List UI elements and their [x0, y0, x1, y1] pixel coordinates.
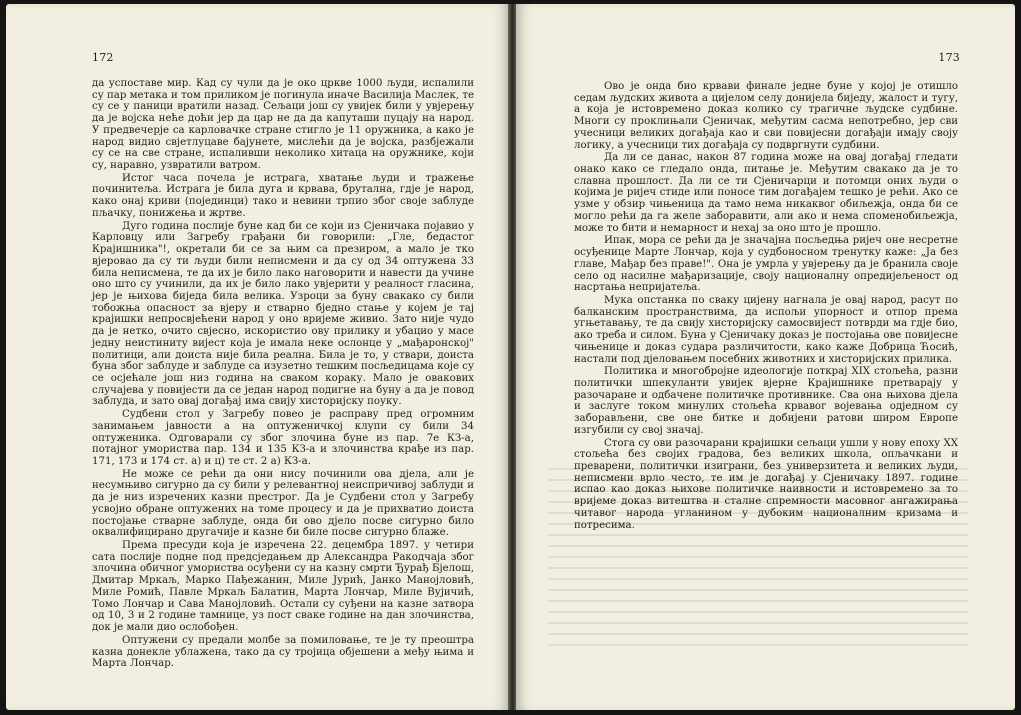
- body-text: [574, 81, 958, 531]
- left-page: [6, 4, 509, 710]
- paragraph: Стога су ови разочарани крајишки сељаци ушли у нову епоху XX стољећа без својих градова, без великих школа, опљачкани и преварени, политички изиграни, без универзитета и великих људи, неписмени врло често, те им је догађај у Сјеничаку 1897. године испао као доказ њихове политичке наивности и истовремено за то вријеме доказ витештва и сталне спремности масовног ангажирања читавог народа угланином у дубоким националним кризама и потресима.: [574, 437, 958, 531]
- paragraph: Ово је онда био крвави финале једне буне у којој је отишло седам људских живота а цијелом селу донијела биједу, жалост и тугу, а која је истовремено доказ колико су трагичне људске судбине. Многи су проклињали Сјеничак, међутим сасма непотребно, јер сви учесници великих догађаја као и сви повијесни догађаји имају своју логику, а учесници тих догађаја су подвргнути судбини.: [574, 81, 958, 151]
- paragraph: Оптужени су предали молбе за помиловање, те је ту преоштра казна донекле ублажена, тако да су тројица објешени а међу њима и Марта Лончар.: [92, 634, 474, 670]
- right-page: [516, 4, 1015, 710]
- paragraph: Судбени стол у Загребу повео је расправу пред огромним занимањем јавности а на оптуженичкој клупи су били 34 оптуженика. Одговарали су због злочина буне из пар. 7е КЗ-а, потајног умориства пар. 134 и 135 КЗ-а и злочинства крађе из пар. 171, 173 и 174 ст. а) и ц) те ст. 2 а) КЗ-а.: [92, 409, 474, 467]
- page-number: 173: [938, 51, 960, 64]
- paragraph: Политика и многобројне идеологије поткрај XIX стољећа, разни политички шпекуланти увијек вјерне Крајишнике претварају у разочаране и одбачене политичке противнике. Сва она њихова дјела и заслуге током минулих стољећа крвавог војевања одједном су заборављени, све оне битке и добијени ратови широм Европе изгубили су свој значај.: [574, 366, 958, 436]
- paragraph: Ипак, мора се рећи да је значајна посљедња ријеч оне несретне осуђенице Марте Лончар, која у судбоносном тренутку каже: „Ја без главе, Мађар без праве!". Она је умрла у увјерењу да је бранила своје село од насилне мађаризације, своју националну опредијељеност од насртања непријатеља.: [574, 235, 958, 294]
- paragraph: Мука опстанка по сваку цијену нагнала је овај народ, расут по балканским пространствима, да испољи упорност и отпор према угњетавању, те да свију хисторијску самосвијест потврди ма гдје био, ако треба и силом. Буна у Сјеничаку доказ је постојања ове повијесне чињенице и доказ судара различитости, како каже Добрица Ћосић, настали под дјеловањем посебних животних и хисторијских прилика.: [574, 294, 958, 365]
- paragraph: Према пресуди која је изречена 22. децембра 1897. у четири сата послије подне под предсједањем др Александра Ракодчаја због злочина обичног умориства осуђени су на казну смрти Ђурађ Бјелош, Дмитар Мркаљ, Марко Пађежанин, Миле Јурић, Јанко Манојловић, Миле Ромић, Павле Мркаљ Балатин, Марта Лончар, Миле Вујичић, Томо Лончар и Сава Манојловић. Остали су суђени на казне затвора од 10, 3 и 2 године тамнице, уз пост сваке године на дан злочинства, док је мали дио ослобођен.: [92, 540, 474, 634]
- paragraph: Не може се рећи да они нису починили ова дјела, али је несумњиво сигурно да су били у релевантној неиспричивој заблуди и да је низ изречених казни престрог. Да је Судбени стол у Загребу усвојио обране оптужених на томе процесу и да је прихватио доиста постојање стварне заблуде, онда би ово дјело посве сигурно било оквалифицирано другачије и казне би биле посве сигурно блаже.: [92, 468, 474, 539]
- paragraph: Да ли се данас, након 87 година може на овај догађај гледати онако како се гледало онда, питање је. Међутим свакако да је то славна прошлост. Да ли се ти Сјеничарци и потомци оних људи о којима је ријеч стиде или поносе тим догађајем тешко је рећи. Ако се узме у обзир чињеница да тамо нема никаквог обиљежја, онда би се могло рећи да га желе заборавити, али ако и нема споменобиљежја, може то бити и немарност и нехај за оно што је прошло.: [574, 152, 958, 234]
- paragraph: Истог часа почела је истрага, хватање људи и тражење починитеља. Истрага је била дуга и крвава, брутална, гдје је народ, како онај криви (појединци) тако и невини трпио због своје заблуде пљачку, понижења и жртве.: [92, 172, 474, 219]
- page-number: 172: [92, 51, 114, 64]
- paragraph: Дуго година послије буне кад би се који из Сјеничака појавио у Карловцу или Загребу грађани би говорили: „Гле, бедастог Крајишника"!, окретали би се за њим са презиром, а мало је тко вјеровао да су ти људи били неписмени и да су од 34 оптужена 33 била неписмена, те да их је било лако наговорити и навести да учине оно што су учинили, да их је било лако увјерити у реалност гласина, јер је њихова биједа била велика. Узроци за буну свакако су били тобожња опасност за вјеру и стварно бједно стање у којем је тај крајишки непросвјећени народ у оно вријеме живио. Зато није чудо да је нетко, очито свјесно, искористио ову прилику и убацио у масе једну неистиниту вијест која је имала неке ослонце у „мађаронској" политици, али доиста није била реална. Била је то, у ствари, доиста буна због заблуде и заблуде са изузетно тешким посљедицама које су се осјећале још низ година на сваком кораку. Мало је овакових случајева у повијести да се један народ подигне на буну а да је повод заблуда, и зато овај догађај има свију хисторијску поуку.: [92, 220, 474, 408]
- body-text: [92, 78, 474, 670]
- paragraph: да успоставе мир. Кад су чули да је око цркве 1000 људи, испалили су пар метака и том приликом је погинула иначе Василија Маслек, те су се у паници вратили назад. Сељаци још су увијек били у увјерењу да је војска неће доћи јер да цар не да да капуташи пуцају на народ. У предвечерје са карловачке стране стигло је 11 оружника, а како је народ видио свјетлуцаве бајунете, мислећи да је војска, разбјежали су се на све стране, испаливши неколико хитаца на оружнике, који су, наравно, узвратили ватром.: [92, 78, 474, 172]
